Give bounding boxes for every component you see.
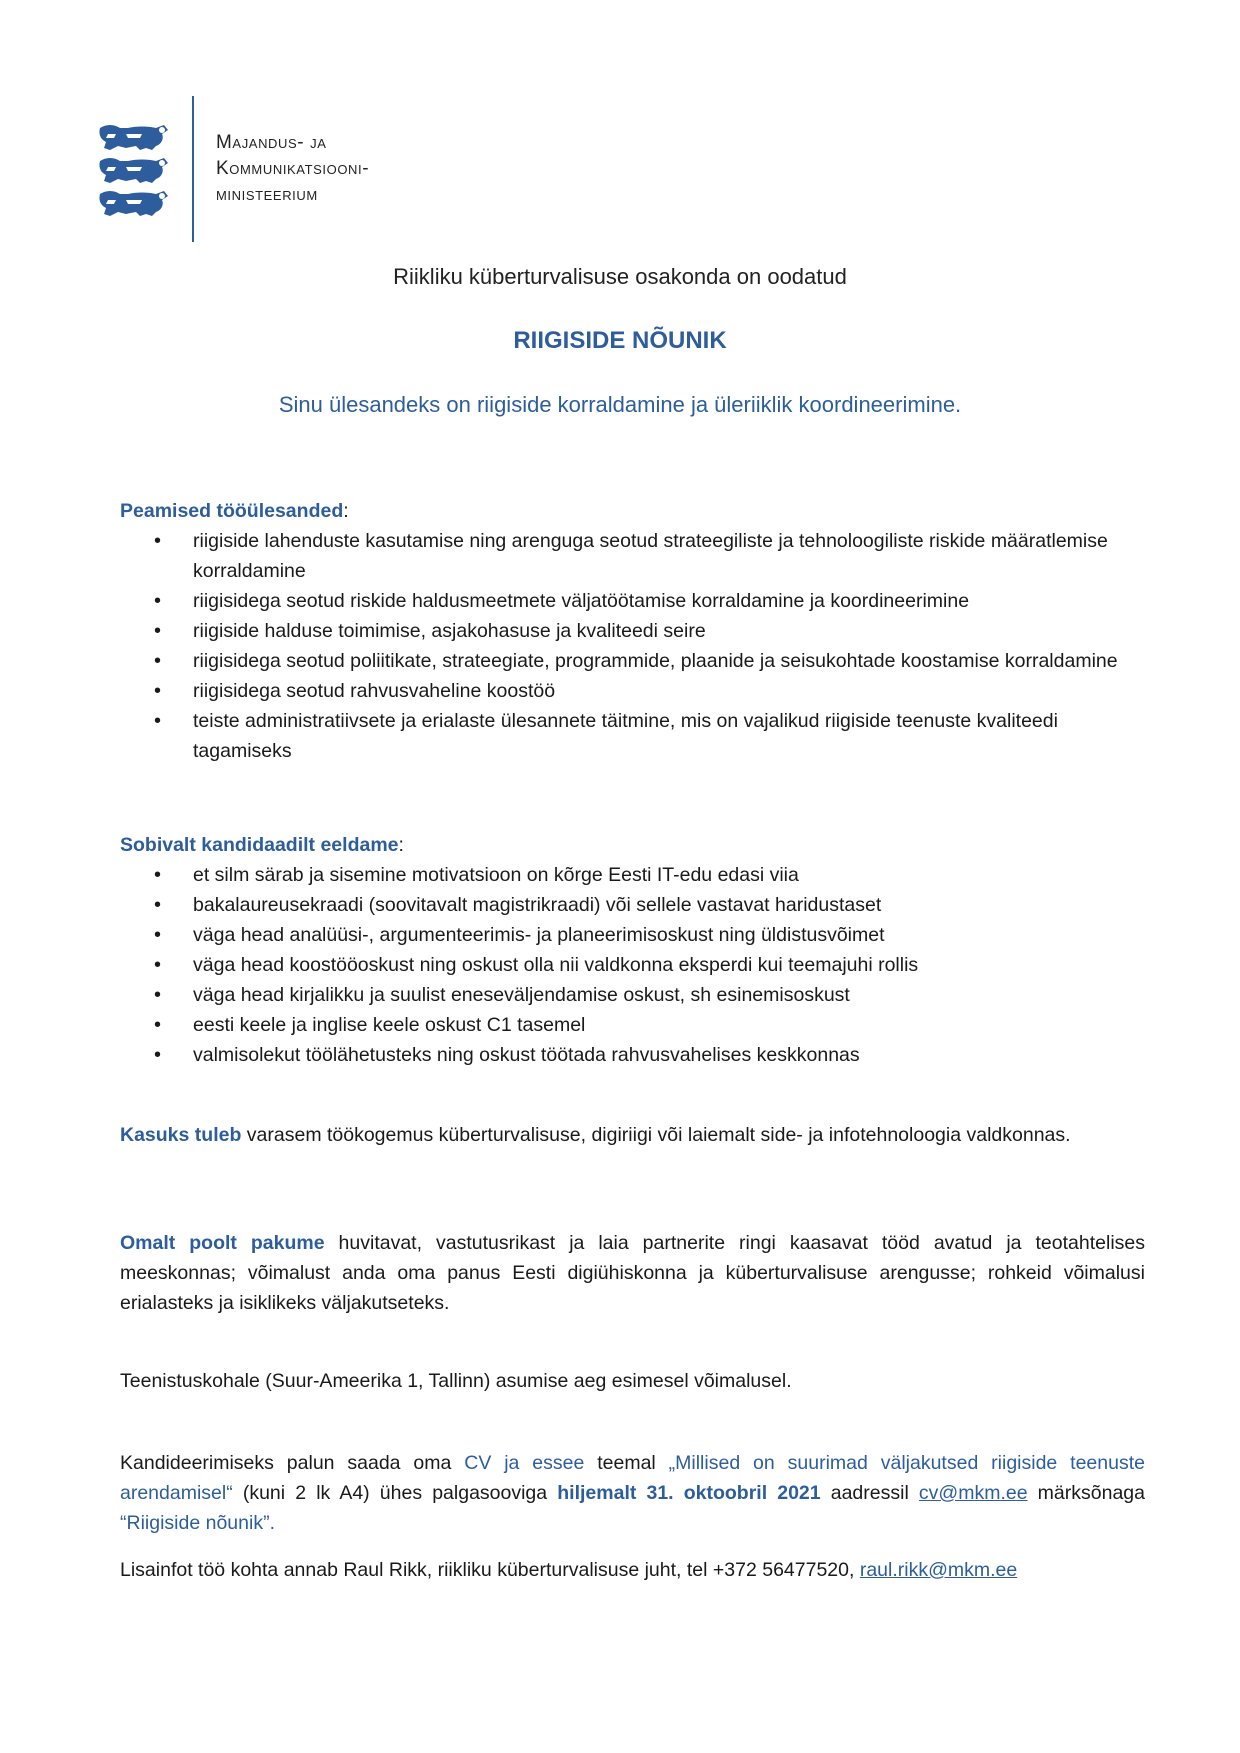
job-title: RIIGISIDE NÕUNIK bbox=[513, 327, 727, 354]
apply-keyword: “Riigiside nõunik”. bbox=[120, 1512, 275, 1534]
list-item: • riigiside halduse toimimise, asjakohasuse ja kvaliteedi seire bbox=[193, 616, 1145, 646]
list-item: • et silm särab ja sisemine motivatsioon on kõrge Eesti IT-edu edasi viia bbox=[193, 860, 1145, 890]
offer-text: huvitavat, vastutusrikast ja laia partnerite ringi kaasavat tööd avatud ja teotahtelises meeskonnas; võimalust anda oma panus Eesti digiühiskonna ja küberturvalisuse arengusse; rohkeid võimalusi erialasteks ja isiklikeks väljakutseteks. bbox=[120, 1232, 1145, 1314]
list-item: • bakalaureusekraadi (soovitavalt magistrikraadi) või sellele vastavat haridustaset bbox=[193, 890, 1145, 920]
list-item: • riigiside lahenduste kasutamise ning arenguga seotud strateegiliste ja tehnoloogiliste riskide määratlemise korraldamine bbox=[193, 526, 1145, 586]
apply-paragraph bbox=[120, 1448, 1145, 1538]
ministry-name bbox=[216, 130, 369, 208]
ministry-line: Kommunikatsiooni- bbox=[216, 158, 370, 179]
requirements-heading-colon: : bbox=[398, 834, 404, 856]
ministry-line: ministeerium bbox=[216, 184, 318, 205]
list-item: • riigisidega seotud riskide haldusmeetmete väljatöötamise korraldamine ja koordineerimine bbox=[193, 586, 1145, 616]
tasks-heading: Peamised tööülesanded bbox=[120, 500, 344, 522]
tasks-heading-colon: : bbox=[343, 500, 349, 522]
requirements-heading-line bbox=[120, 830, 1145, 860]
list-item: • teiste administratiivsete ja erialaste ülesannete täitmine, mis on vajalikud riigiside teenuste kvaliteedi tagamiseks bbox=[193, 706, 1145, 766]
location-paragraph: Teenistuskohale (Suur-Ameerika 1, Tallinn) asumise aeg esimesel võimalusel. bbox=[120, 1370, 792, 1392]
tasks-list bbox=[120, 526, 1145, 766]
advantage-text: varasem töökogemus küberturvalisuse, digiriigi või laiemalt side- ja infotehnoloogia valdkonnas. bbox=[241, 1124, 1071, 1146]
advantage-lead: Kasuks tuleb bbox=[120, 1124, 242, 1146]
header bbox=[96, 96, 696, 242]
coat-of-arms-icon bbox=[96, 122, 170, 220]
list-item: • eesti keele ja inglise keele oskust C1 tasemel bbox=[193, 1010, 1145, 1040]
list-item: • riigisidega seotud rahvusvaheline koostöö bbox=[193, 676, 1145, 706]
lion-icon bbox=[99, 191, 168, 216]
advantage-paragraph bbox=[120, 1120, 1145, 1150]
list-item: • riigisidega seotud poliitikate, strateegiate, programmide, plaanide ja seisukohtade koostamise korraldamine bbox=[193, 646, 1145, 676]
apply-text: (kuni 2 lk A4) ühes palgasooviga bbox=[232, 1482, 558, 1504]
apply-essay-topic: „Millised on suurimad väljakutsed riigiside teenuste arendamisel“ bbox=[120, 1452, 1145, 1504]
header-divider bbox=[192, 96, 194, 242]
requirements-list bbox=[120, 860, 1145, 1070]
requirements-section bbox=[120, 830, 1145, 1070]
ministry-line: Majandus- ja bbox=[216, 132, 327, 153]
apply-deadline: hiljemalt 31. oktoobril 2021 bbox=[557, 1482, 821, 1504]
contact-paragraph bbox=[120, 1555, 1145, 1585]
apply-email-link[interactable]: cv@mkm.ee bbox=[918, 1482, 1028, 1504]
intro-text: Riikliku küberturvalisuse osakonda on oodatud bbox=[393, 264, 847, 289]
apply-text: teemal bbox=[584, 1452, 669, 1474]
offer-lead: Omalt poolt pakume bbox=[120, 1232, 325, 1254]
apply-cv-essay: CV ja essee bbox=[464, 1452, 585, 1474]
apply-text: aadressil bbox=[820, 1482, 919, 1504]
list-item: • väga head analüüsi-, argumenteerimis- ja planeerimisoskust ning üldistusvõimet bbox=[193, 920, 1145, 950]
requirements-heading: Sobivalt kandidaadilt eeldame bbox=[120, 834, 399, 856]
lion-icon bbox=[99, 125, 168, 150]
list-item: • väga head kirjalikku ja suulist eneseväljendamise oskust, sh esinemisoskust bbox=[193, 980, 1145, 1010]
list-item: • valmisolekut töölähetusteks ning oskust töötada rahvusvahelises keskkonnas bbox=[193, 1040, 1145, 1070]
apply-text: märksõnaga bbox=[1027, 1482, 1145, 1504]
contact-email-link[interactable]: raul.rikk@mkm.ee bbox=[859, 1559, 1018, 1581]
tasks-section bbox=[120, 496, 1145, 766]
apply-text: Kandideerimiseks palun saada oma bbox=[120, 1452, 465, 1474]
lion-icon bbox=[99, 158, 168, 183]
job-subtitle: Sinu ülesandeks on riigiside korraldamine ja üleriiklik koordineerimine. bbox=[278, 392, 962, 417]
tasks-heading-line bbox=[120, 496, 1145, 526]
contact-text: Lisainfot töö kohta annab Raul Rikk, riikliku küberturvalisuse juht, tel +372 56477520, bbox=[120, 1559, 860, 1581]
offer-paragraph bbox=[120, 1228, 1145, 1318]
list-item: • väga head koostööoskust ning oskust olla nii valdkonna eksperdi kui teemajuhi rollis bbox=[193, 950, 1145, 980]
